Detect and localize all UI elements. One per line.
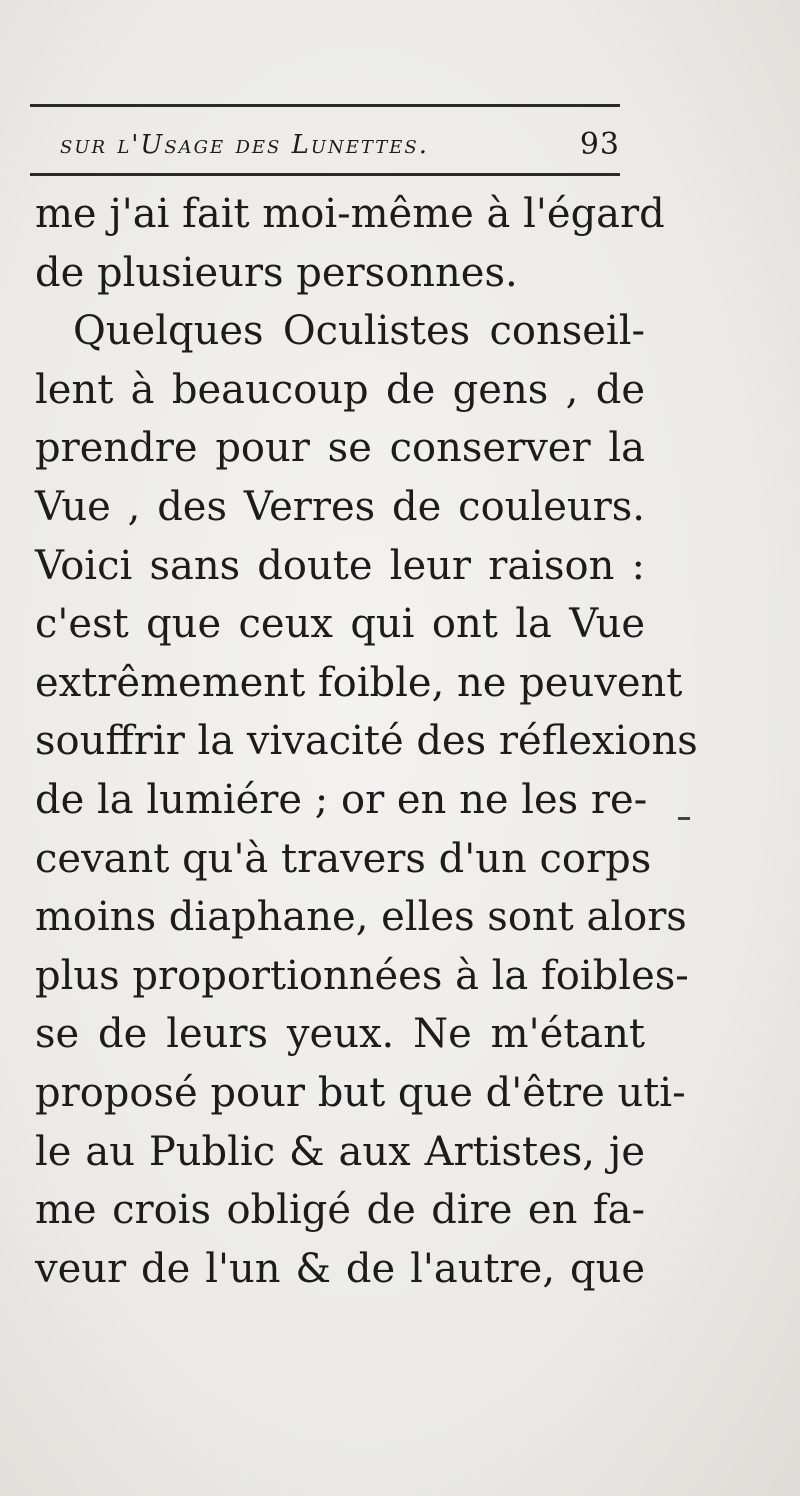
running-head [60,125,620,165]
text-line: extrêmement foible, ne peuvent [35,659,683,706]
header-bottom-rule [30,173,620,176]
text-line: Vue , des Verres de couleurs. [35,483,645,530]
body-text [35,185,698,1298]
text-line: de la lumiére ; or en ne les re- [35,776,648,823]
text-line: cevant qu'à travers d'un corps [35,835,652,882]
text-line: veur de l'un & de l'autre, que [35,1245,645,1292]
text-line: plus proportionnées à la foibles- [35,952,689,999]
margin-mark [678,817,690,820]
header-top-rule [30,104,620,107]
paragraph-first-line: Quelques Oculistes conseil- [73,308,645,355]
text-line: me crois obligé de dire en fa- [35,1187,645,1234]
text-line: de plusieurs personnes. [35,249,518,296]
text-line: se de leurs yeux. Ne m'étant [35,1011,645,1058]
text-line: prendre pour se conserver la [35,425,645,472]
running-head-title: sur l'Usage des Lunettes. [60,130,430,160]
text-line: lent à beaucoup de gens , de [35,366,645,413]
text-line: me j'ai fait moi-même à l'égard [35,191,665,237]
text-line: moins diaphane, elles sont alors [35,894,687,941]
text-line: Voici sans doute leur raison : [35,542,645,589]
text-line: proposé pour but que d'être uti- [35,1069,686,1116]
page-number: 93 [579,127,620,162]
text-line: c'est que ceux qui ont la Vue [35,601,645,648]
text-line: le au Public & aux Artistes, je [35,1128,645,1175]
text-line: souffrir la vivacité des réflexions [35,718,698,765]
